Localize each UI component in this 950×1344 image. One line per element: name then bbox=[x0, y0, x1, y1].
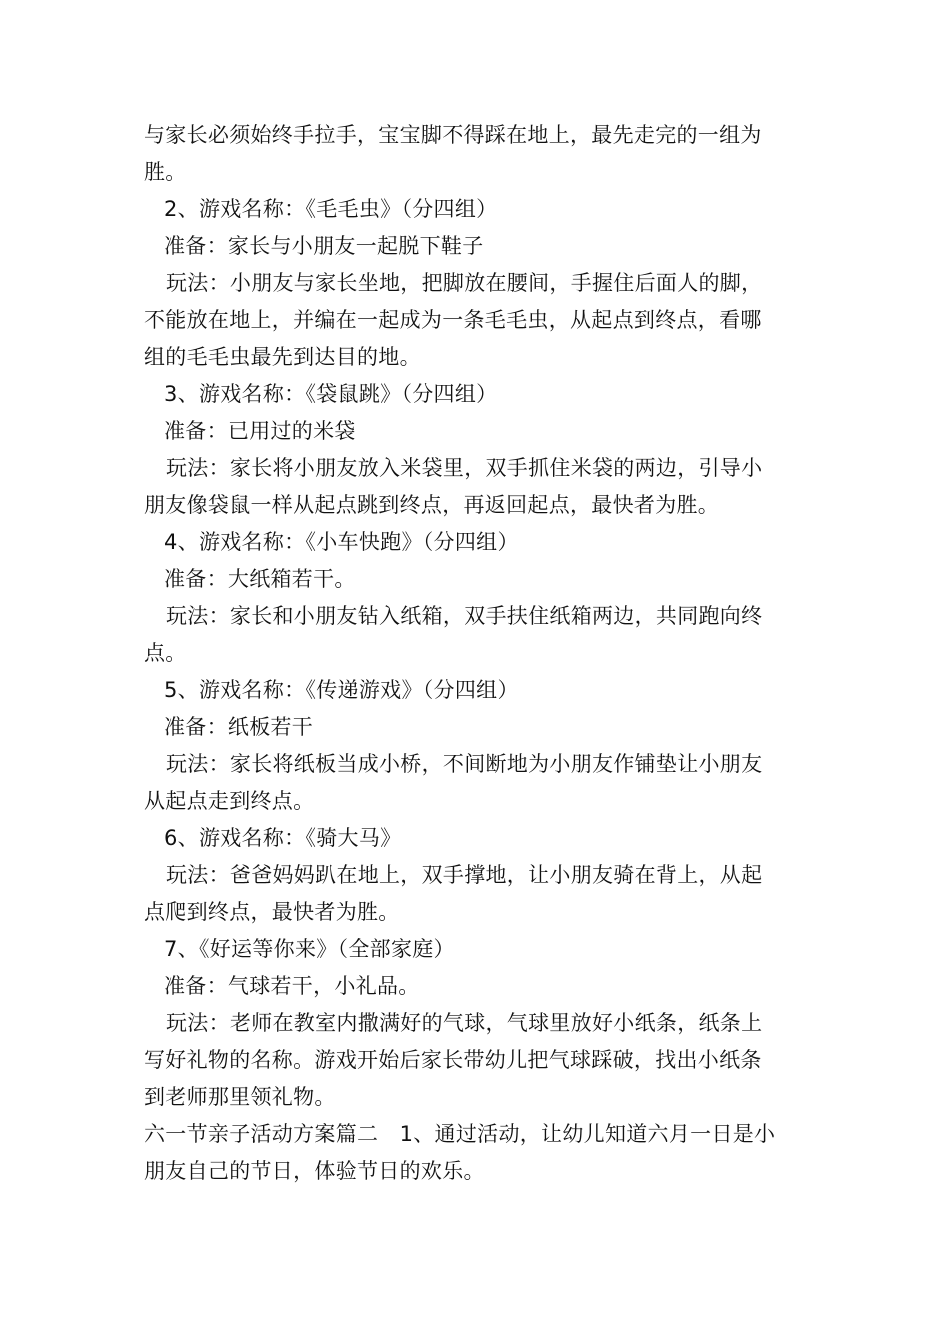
game-heading: 2、游戏名称：《毛毛虫》（分四组） bbox=[164, 197, 498, 221]
preparation-line: 准备：已用过的米袋 bbox=[164, 419, 356, 443]
paragraph-line: 点爬到终点，最快者为胜。 bbox=[144, 900, 400, 924]
game-heading: 3、游戏名称：《袋鼠跳》（分四组） bbox=[164, 382, 498, 406]
paragraph-line: 组的毛毛虫最先到达目的地。 bbox=[144, 345, 421, 369]
game-heading: 4、游戏名称：《小车快跑》（分四组） bbox=[164, 530, 519, 554]
rules-line: 玩法：小朋友与家长坐地，把脚放在腰间，手握住后面人的脚， bbox=[166, 271, 763, 295]
rules-line: 玩法：爸爸妈妈趴在地上，双手撑地，让小朋友骑在背上，从起 bbox=[166, 863, 763, 887]
rules-line: 玩法：家长和小朋友钻入纸箱，双手扶住纸箱两边，共同跑向终 bbox=[166, 604, 763, 628]
preparation-line: 准备：大纸箱若干。 bbox=[164, 567, 356, 591]
paragraph-line: 胜。 bbox=[144, 160, 187, 184]
preparation-line: 准备：家长与小朋友一起脱下鞋子 bbox=[164, 234, 484, 258]
paragraph-line: 到老师那里领礼物。 bbox=[144, 1085, 336, 1109]
rules-line: 玩法：家长将小朋友放入米袋里，双手抓住米袋的两边，引导小 bbox=[166, 456, 763, 480]
rules-line: 玩法：老师在教室内撒满好的气球，气球里放好小纸条，纸条上 bbox=[166, 1011, 763, 1035]
paragraph-line: 朋友自己的节日，体验节日的欢乐。 bbox=[144, 1159, 485, 1183]
paragraph-line: 不能放在地上，并编在一起成为一条毛毛虫，从起点到终点，看哪 bbox=[144, 308, 762, 332]
game-heading: 5、游戏名称：《传递游戏》（分四组） bbox=[164, 678, 519, 702]
paragraph-line: 写好礼物的名称。游戏开始后家长带幼儿把气球踩破，找出小纸条 bbox=[144, 1048, 762, 1072]
preparation-line: 准备：气球若干，小礼品。 bbox=[164, 974, 420, 998]
paragraph-line: 点。 bbox=[144, 641, 187, 665]
paragraph-line: 朋友像袋鼠一样从起点跳到终点，再返回起点，最快者为胜。 bbox=[144, 493, 720, 517]
preparation-line: 准备：纸板若干 bbox=[164, 715, 314, 739]
section-heading-line: 六一节亲子活动方案篇二 1、通过活动，让幼儿知道六月一日是小 bbox=[144, 1122, 776, 1146]
paragraph-line: 从起点走到终点。 bbox=[144, 789, 315, 813]
game-heading: 6、游戏名称：《骑大马》 bbox=[164, 826, 402, 850]
document-body bbox=[144, 117, 810, 1190]
game-heading: 7、《好运等你来》（全部家庭） bbox=[164, 937, 455, 961]
paragraph-line: 与家长必须始终手拉手，宝宝脚不得踩在地上，最先走完的一组为 bbox=[144, 123, 762, 147]
rules-line: 玩法：家长将纸板当成小桥，不间断地为小朋友作铺垫让小朋友 bbox=[166, 752, 763, 776]
